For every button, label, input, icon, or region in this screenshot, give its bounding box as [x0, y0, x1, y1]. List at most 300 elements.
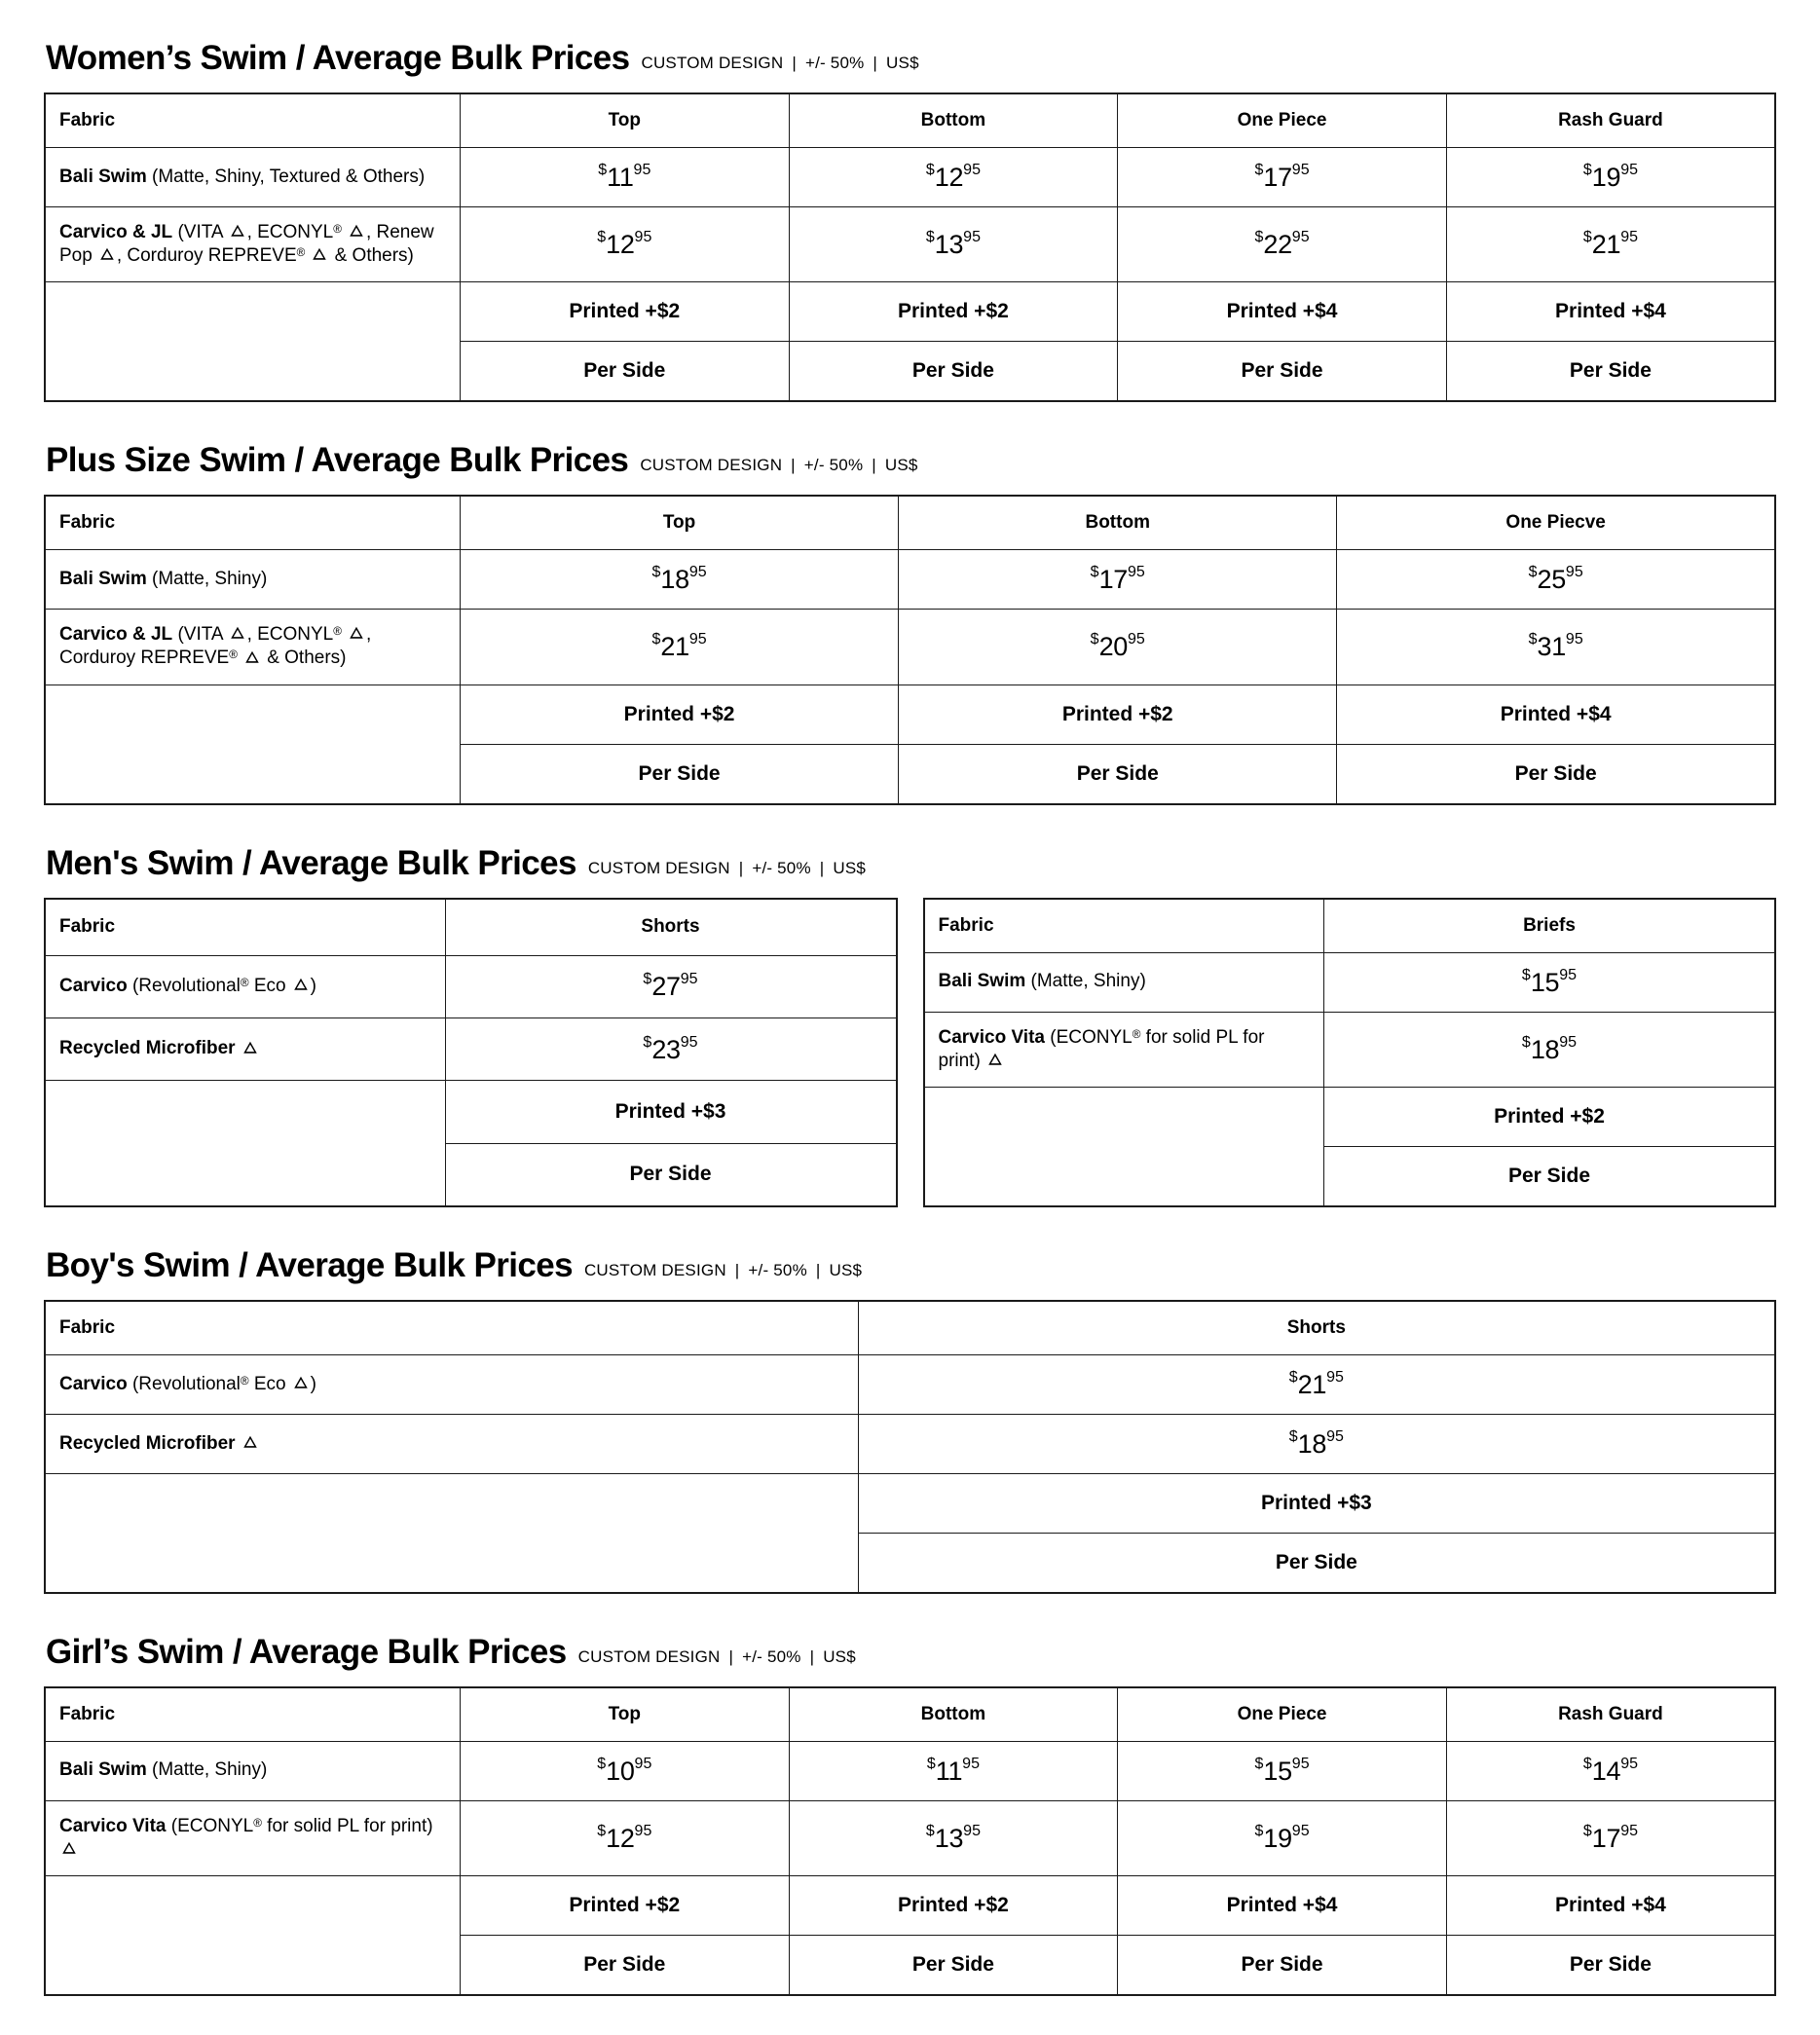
- price-value: [1447, 148, 1774, 206]
- column-header-label: Shorts: [1286, 1316, 1346, 1338]
- price-dollars: 12: [606, 1823, 635, 1853]
- price-dollars: 20: [1098, 632, 1128, 662]
- tolerance-label: +/- 50%: [804, 54, 865, 72]
- fabric-description: [241, 1038, 260, 1058]
- currency-symbol: $: [1254, 1755, 1264, 1772]
- fabric-name: Carvico & JL: [59, 624, 173, 646]
- section-meta: [588, 859, 866, 878]
- price-value: [1118, 215, 1446, 274]
- column-header-briefs: [1324, 899, 1776, 953]
- price-value: [859, 1415, 1774, 1473]
- price-value: [899, 617, 1336, 676]
- column-header-label: Bottom: [920, 109, 986, 130]
- per-side-label: Per Side: [1569, 359, 1652, 383]
- price-dollars: 11: [935, 1756, 963, 1786]
- girls-swim-table: [44, 1686, 1776, 1997]
- recycle-icon: [242, 1434, 258, 1450]
- price-cents: 95: [1291, 161, 1310, 178]
- price-value: [790, 215, 1118, 274]
- price-dollars: 21: [660, 632, 689, 662]
- column-header-fabric: [45, 496, 460, 550]
- tolerance-label: +/- 50%: [752, 858, 811, 877]
- price-cents: 95: [1620, 1822, 1638, 1839]
- fabric-label: [46, 554, 460, 605]
- column-header-label: One Piece: [1237, 1703, 1327, 1724]
- price-value: [1118, 1809, 1446, 1868]
- section-title: Women’s Swim / Average Bulk Prices: [46, 39, 630, 77]
- empty-fabric-cell: [45, 1876, 460, 1996]
- table-header-row: [45, 93, 1775, 148]
- per-side-cell: [445, 1143, 897, 1206]
- price-cents: 95: [1565, 631, 1583, 648]
- price-value: [461, 550, 898, 609]
- fabric-cell: [45, 206, 460, 282]
- per-side-cell: [899, 744, 1337, 804]
- price-dollars: 18: [1297, 1428, 1327, 1459]
- column-header-label: Fabric: [59, 109, 116, 130]
- price-cell: [460, 1741, 789, 1800]
- registered-mark: ®: [253, 1816, 262, 1830]
- price-dollars: 17: [1263, 162, 1292, 192]
- table-header-row: [45, 899, 897, 956]
- section-meta: [578, 1647, 856, 1667]
- plus-size-swim-table: [44, 495, 1776, 805]
- recycle-icon: [312, 246, 327, 262]
- currency-symbol: $: [643, 1033, 652, 1051]
- mens-swim-briefs-table: [923, 898, 1777, 1208]
- price-cents: 95: [633, 161, 651, 178]
- printed-surcharge-cell: [1337, 684, 1775, 744]
- per-side-cell: [1446, 342, 1775, 402]
- section-meta: [584, 1261, 862, 1280]
- printed-surcharge-cell: [1446, 282, 1775, 342]
- column-header-fabric: [45, 899, 445, 956]
- fabric-cell: [45, 550, 460, 610]
- price-cell: [789, 1741, 1118, 1800]
- currency-symbol: $: [1254, 161, 1264, 178]
- empty-fabric-cell: [45, 684, 460, 804]
- fabric-name: Bali Swim: [59, 166, 147, 187]
- fabric-label: [46, 1801, 460, 1876]
- per-side-label: Per Side: [911, 1953, 994, 1977]
- printed-surcharge-label: Printed +$2: [1061, 702, 1173, 725]
- printed-surcharge-label: Printed +$2: [623, 702, 735, 725]
- section-mens-swim: [44, 834, 1776, 1207]
- currency-label: US$: [884, 456, 918, 475]
- fabric-name: Carvico & JL: [59, 221, 173, 242]
- empty-fabric-cell: [924, 1088, 1324, 1207]
- per-side-label: Per Side: [638, 761, 721, 785]
- price-value: [790, 148, 1118, 206]
- fabric-cell: [45, 955, 445, 1018]
- printed-surcharge-label: Printed +$2: [569, 300, 681, 323]
- price-value: [899, 550, 1336, 609]
- currency-symbol: $: [1090, 631, 1099, 648]
- fabric-description: (ECONYL® for solid PL for print): [59, 1816, 433, 1860]
- fabric-cell: [45, 610, 460, 685]
- currency-symbol: $: [651, 564, 661, 581]
- price-cell: [445, 1018, 897, 1080]
- meta-separator: |: [872, 456, 876, 475]
- currency-symbol: $: [926, 1755, 936, 1772]
- price-dollars: 10: [606, 1756, 635, 1786]
- per-side-cell: [460, 342, 789, 402]
- price-cell: [789, 206, 1118, 282]
- price-cents: 95: [1128, 564, 1145, 581]
- fabric-cell: [45, 1741, 460, 1800]
- fabric-description: [241, 1433, 260, 1454]
- price-cell: [1324, 952, 1776, 1012]
- price-cell: [789, 1800, 1118, 1876]
- per-side-cell: [1118, 342, 1447, 402]
- per-side-label: Per Side: [1275, 1550, 1357, 1573]
- fabric-cell: [45, 1354, 858, 1414]
- fabric-label: [46, 1419, 858, 1469]
- column-header-label: Shorts: [641, 916, 700, 938]
- fabric-label: [46, 1023, 445, 1074]
- per-side-label: Per Side: [1514, 761, 1597, 785]
- fabric-label: [46, 1745, 460, 1795]
- fabric-label: [46, 207, 460, 282]
- column-header-label: One Piecve: [1505, 512, 1606, 534]
- fabric-description: (Matte, Shiny): [152, 568, 268, 589]
- price-cell: [445, 955, 897, 1018]
- price-value: [461, 148, 789, 206]
- printed-surcharge-cell: [1118, 1876, 1447, 1936]
- price-cell: [858, 1414, 1775, 1473]
- per-side-cell: [1324, 1147, 1776, 1207]
- price-cents: 95: [1326, 1427, 1344, 1445]
- column-header-bottom: [789, 1687, 1118, 1742]
- price-dollars: 17: [1591, 1823, 1621, 1853]
- section-title: Boy's Swim / Average Bulk Prices: [46, 1246, 573, 1285]
- printed-surcharge-cell: [858, 1473, 1775, 1533]
- per-side-label: Per Side: [1569, 1953, 1652, 1977]
- currency-symbol: $: [1254, 1822, 1264, 1839]
- custom-design-label: CUSTOM DESIGN: [577, 1646, 721, 1666]
- printed-surcharge-cell: [460, 282, 789, 342]
- per-side-label: Per Side: [583, 359, 666, 383]
- price-value: [1447, 1809, 1774, 1868]
- price-dollars: 13: [934, 230, 964, 260]
- fabric-description: (Matte, Shiny, Textured & Others): [152, 166, 426, 187]
- column-header-one-piece: [1118, 93, 1447, 148]
- price-dollars: 12: [606, 230, 635, 260]
- recycle-icon: [242, 1040, 258, 1055]
- per-side-label: Per Side: [1241, 359, 1323, 383]
- printed-surcharge-label: Printed +$4: [1226, 300, 1338, 323]
- meta-separator: |: [734, 1261, 740, 1280]
- column-header-label: Bottom: [1085, 512, 1150, 534]
- per-side-cell: [460, 744, 898, 804]
- per-side-label: Per Side: [911, 359, 994, 383]
- tables-row: [44, 898, 1776, 1208]
- sections-container: [44, 29, 1776, 1996]
- empty-fabric-cell: [45, 282, 460, 402]
- table-header-row: [45, 1687, 1775, 1742]
- printed-surcharge-row: [924, 1088, 1776, 1147]
- currency-symbol: $: [1582, 161, 1592, 178]
- per-side-cell: [789, 1936, 1118, 1996]
- boys-swim-table: [44, 1300, 1776, 1594]
- empty-fabric-cell: [45, 1081, 445, 1206]
- per-side-cell: [460, 1936, 789, 1996]
- printed-surcharge-row: [45, 282, 1775, 342]
- printed-surcharge-row: [45, 1473, 1775, 1533]
- price-cell: [1446, 1800, 1775, 1876]
- price-cents: 95: [634, 1755, 652, 1772]
- currency-symbol: $: [598, 161, 608, 178]
- column-header-top: [460, 1687, 789, 1742]
- price-dollars: 17: [1098, 565, 1128, 595]
- recycle-icon: [61, 1840, 77, 1856]
- table-row: [45, 1800, 1775, 1876]
- per-side-cell: [858, 1533, 1775, 1593]
- section-plus-size-swim: [44, 431, 1776, 804]
- fabric-cell: [924, 952, 1324, 1012]
- section-heading: [44, 29, 1776, 92]
- price-cents: 95: [1326, 1368, 1344, 1386]
- currency-label: US$: [833, 858, 867, 877]
- currency-symbol: $: [925, 161, 935, 178]
- price-value: [1337, 550, 1774, 609]
- currency-symbol: $: [925, 1822, 935, 1839]
- section-heading: [44, 431, 1776, 495]
- empty-fabric-cell: [45, 1473, 858, 1593]
- price-dollars: 13: [934, 1823, 964, 1853]
- fabric-name: Carvico: [59, 1373, 128, 1394]
- currency-symbol: $: [1521, 1033, 1531, 1051]
- printed-surcharge-cell: [789, 282, 1118, 342]
- meta-separator: |: [791, 456, 796, 475]
- meta-separator: |: [809, 1646, 815, 1666]
- fabric-cell: [45, 147, 460, 206]
- price-value: [461, 617, 898, 676]
- section-heading: [44, 1237, 1776, 1300]
- fabric-description: (Revolutional® Eco ): [131, 1373, 316, 1394]
- column-header-rash-guard: [1446, 93, 1775, 148]
- table-header-row: [45, 1301, 1775, 1355]
- fabric-cell: [45, 1018, 445, 1080]
- currency-label: US$: [829, 1261, 863, 1280]
- price-cell: [460, 610, 898, 685]
- section-womens-swim: [44, 29, 1776, 402]
- price-dollars: 19: [1263, 1823, 1292, 1853]
- column-header-shorts: [445, 899, 897, 956]
- price-dollars: 27: [651, 972, 681, 1002]
- per-side-cell: [789, 342, 1118, 402]
- printed-surcharge-label: Printed +$2: [569, 1894, 681, 1917]
- column-header-label: Fabric: [938, 914, 994, 936]
- section-boys-swim: [44, 1237, 1776, 1594]
- price-dollars: 15: [1530, 967, 1560, 997]
- price-cell: [789, 147, 1118, 206]
- column-header-one-piece: [1118, 1687, 1447, 1742]
- price-dollars: 25: [1537, 565, 1566, 595]
- price-cents: 95: [1128, 631, 1145, 648]
- fabric-cell: [45, 1414, 858, 1473]
- fabric-name: Carvico Vita: [938, 1026, 1045, 1048]
- table-row: [45, 147, 1775, 206]
- price-cents: 95: [963, 229, 981, 246]
- column-header-label: Briefs: [1523, 914, 1576, 936]
- meta-separator: |: [815, 1261, 821, 1280]
- section-meta: [640, 456, 917, 475]
- printed-surcharge-label: Printed +$3: [614, 1100, 726, 1123]
- price-value: [461, 1742, 789, 1800]
- printed-surcharge-label: Printed +$4: [1226, 1894, 1338, 1917]
- recycle-icon: [293, 1375, 309, 1390]
- custom-design-label: CUSTOM DESIGN: [640, 456, 783, 475]
- fabric-name: Carvico Vita: [59, 1815, 167, 1836]
- custom-design-label: CUSTOM DESIGN: [583, 1261, 726, 1280]
- table-row: [45, 550, 1775, 610]
- per-side-cell: [1337, 744, 1775, 804]
- custom-design-label: CUSTOM DESIGN: [641, 54, 784, 72]
- price-cents: 95: [963, 1822, 981, 1839]
- price-value: [1337, 617, 1774, 676]
- column-header-label: One Piece: [1237, 109, 1327, 130]
- column-header-rash-guard: [1446, 1687, 1775, 1742]
- per-side-label: Per Side: [1507, 1165, 1591, 1188]
- table-header-row: [45, 496, 1775, 550]
- column-header-label: Top: [608, 1703, 641, 1724]
- meta-separator: |: [873, 54, 878, 72]
- price-cell: [1324, 1012, 1776, 1088]
- price-value: [461, 215, 789, 274]
- tolerance-label: +/- 50%: [748, 1261, 807, 1280]
- per-side-cell: [1118, 1936, 1447, 1996]
- price-dollars: 11: [607, 162, 634, 192]
- fabric-description: (ECONYL® for solid PL for print): [938, 1026, 1265, 1071]
- price-cents: 95: [1291, 1822, 1310, 1839]
- price-cell: [460, 1800, 789, 1876]
- tables-row: [44, 495, 1776, 805]
- price-cents: 95: [962, 1755, 980, 1772]
- printed-surcharge-cell: [1324, 1088, 1776, 1147]
- recycle-icon: [349, 223, 364, 239]
- per-side-cell: [1446, 1936, 1775, 1996]
- fabric-label: [46, 1359, 858, 1410]
- section-heading: [44, 1623, 1776, 1686]
- price-cents: 95: [963, 161, 981, 178]
- recycle-icon: [230, 625, 245, 641]
- price-cents: 95: [634, 229, 652, 246]
- column-header-top: [460, 93, 789, 148]
- price-value: [1118, 148, 1446, 206]
- fabric-label: [46, 961, 445, 1012]
- registered-mark: ®: [1132, 1027, 1141, 1041]
- price-cents: 95: [680, 1033, 698, 1051]
- price-cell: [899, 550, 1337, 610]
- printed-surcharge-label: Printed +$2: [898, 1894, 1009, 1917]
- tables-row: [44, 1686, 1776, 1997]
- printed-surcharge-cell: [1118, 282, 1447, 342]
- fabric-description: (VITA , ECONYL® , Renew Pop , Corduroy REPREVE® & Others): [59, 221, 434, 267]
- printed-surcharge-cell: [899, 684, 1337, 744]
- price-cell: [1446, 206, 1775, 282]
- price-cents: 95: [1559, 966, 1578, 983]
- price-cell: [1337, 550, 1775, 610]
- price-cents: 95: [1565, 564, 1583, 581]
- registered-mark: ®: [333, 222, 342, 236]
- section-meta: [641, 54, 918, 73]
- fabric-name: Recycled Microfiber: [59, 1432, 236, 1454]
- womens-swim-table: [44, 92, 1776, 403]
- price-value: [446, 1020, 896, 1079]
- price-dollars: 15: [1263, 1756, 1292, 1786]
- printed-surcharge-label: Printed +$4: [1555, 1894, 1666, 1917]
- fabric-description: (Revolutional® Eco ): [131, 976, 316, 997]
- table-row: [924, 1012, 1776, 1088]
- price-cell: [1118, 1800, 1447, 1876]
- fabric-cell: [924, 1012, 1324, 1088]
- price-cell: [899, 610, 1337, 685]
- meta-separator: |: [792, 54, 797, 72]
- price-dollars: 21: [1297, 1369, 1327, 1399]
- price-value: [1447, 215, 1774, 274]
- price-cents: 95: [688, 564, 707, 581]
- column-header-fabric: [924, 899, 1324, 953]
- currency-symbol: $: [597, 1822, 607, 1839]
- table-row: [45, 1018, 897, 1080]
- currency-symbol: $: [1528, 564, 1538, 581]
- section-girls-swim: [44, 1623, 1776, 1996]
- currency-symbol: $: [925, 229, 935, 246]
- price-cell: [858, 1354, 1775, 1414]
- price-cell: [1446, 147, 1775, 206]
- registered-mark: ®: [296, 246, 306, 260]
- section-title: Plus Size Swim / Average Bulk Prices: [46, 441, 629, 480]
- per-side-label: Per Side: [1241, 1953, 1323, 1977]
- printed-surcharge-row: [45, 1081, 897, 1143]
- table-row: [45, 610, 1775, 685]
- price-value: [446, 957, 896, 1016]
- recycle-icon: [230, 223, 245, 239]
- table-row: [45, 206, 1775, 282]
- column-header-label: Fabric: [59, 1316, 116, 1338]
- per-side-label: Per Side: [629, 1163, 712, 1186]
- price-dollars: 31: [1537, 632, 1566, 662]
- column-header-label: Fabric: [59, 512, 116, 534]
- table-row: [45, 1354, 1775, 1414]
- printed-surcharge-cell: [1446, 1876, 1775, 1936]
- currency-symbol: $: [1254, 229, 1264, 246]
- price-value: [790, 1742, 1118, 1800]
- currency-symbol: $: [1288, 1368, 1298, 1386]
- table-header-row: [924, 899, 1776, 953]
- column-header-label: Rash Guard: [1558, 109, 1663, 130]
- meta-separator: |: [819, 858, 825, 877]
- column-header-label: Top: [608, 109, 641, 130]
- printed-surcharge-label: Printed +$2: [898, 300, 1009, 323]
- printed-surcharge-label: Printed +$4: [1555, 300, 1666, 323]
- table-row: [45, 1741, 1775, 1800]
- currency-symbol: $: [1521, 966, 1531, 983]
- price-dollars: 21: [1591, 230, 1621, 260]
- currency-label: US$: [886, 54, 919, 72]
- price-cents: 95: [688, 631, 707, 648]
- currency-symbol: $: [651, 631, 661, 648]
- column-header-fabric: [45, 1301, 858, 1355]
- fabric-name: Carvico: [59, 976, 128, 997]
- column-header-bottom: [899, 496, 1337, 550]
- column-header-label: Bottom: [920, 1703, 986, 1724]
- per-side-label: Per Side: [583, 1953, 666, 1977]
- price-dollars: 19: [1591, 162, 1621, 192]
- currency-symbol: $: [597, 229, 607, 246]
- price-dollars: 14: [1591, 1756, 1621, 1786]
